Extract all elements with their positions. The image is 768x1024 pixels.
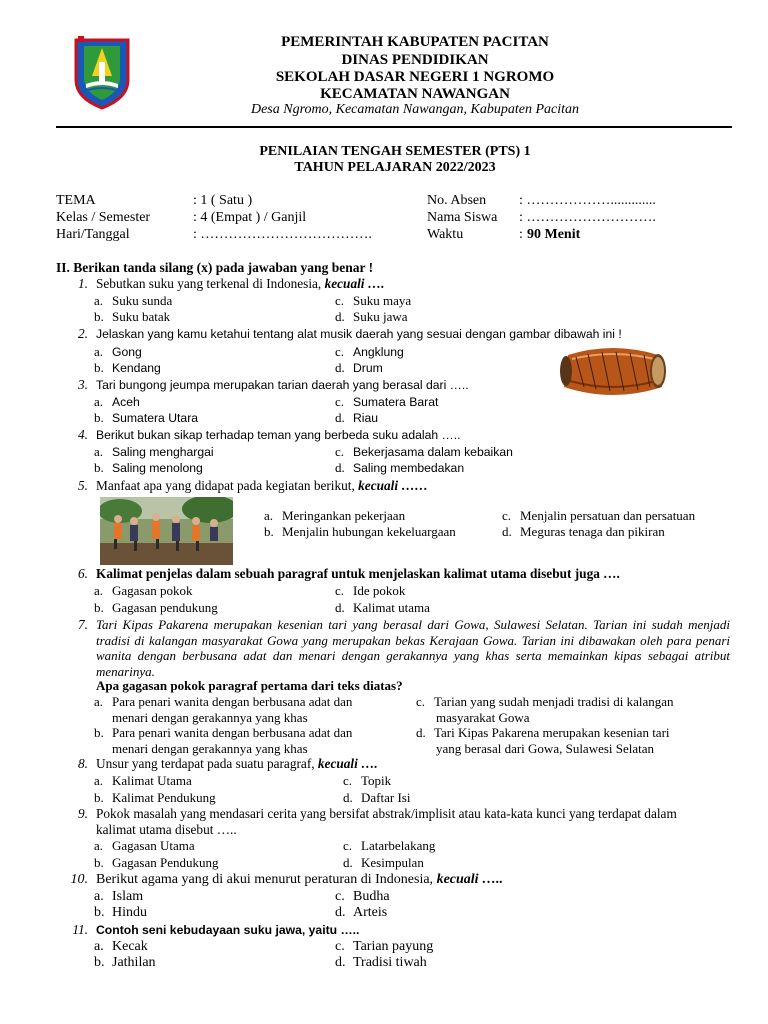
question-5: 5. Manfaat apa yang didapat pada kegiatan berikut, kecuali …… [66, 478, 428, 494]
q8-option-a[interactable]: a. Kalimat Utama [94, 773, 192, 788]
header-department: DINAS PENDIDIKAN [341, 52, 489, 68]
kelas-label: Kelas / Semester [56, 210, 151, 225]
question-number: 3. [78, 377, 88, 392]
q4-option-d[interactable]: d. Saling membedakan [335, 460, 465, 475]
question-number: 4. [78, 427, 88, 442]
q7-option-d[interactable]: d. Tari Kipas Pakarena merupakan kesenian tari yang berasal dari Gowa, Sulawesi Selatan [416, 725, 670, 756]
header-district: KECAMATAN NAWANGAN [320, 86, 510, 102]
q8-option-c[interactable]: c. Topik [343, 773, 392, 788]
q11-option-d[interactable]: d. Tradisi tiwah [335, 955, 427, 970]
waktu-value: 90 Menit [527, 227, 581, 242]
question-4: 4. Berikut bukan sikap terhadap teman yang berbeda suku adalah ….. [66, 427, 461, 443]
question-1: 1. Sebutkan suku yang terkenal di Indonesia, kecuali …. [66, 276, 384, 292]
q10-option-a[interactable]: a. Islam [94, 889, 144, 904]
absen-field[interactable]: : ………………............. [519, 193, 656, 208]
regency-logo [72, 34, 132, 110]
nama-field[interactable]: : ………………………. [519, 210, 656, 225]
q8-option-b[interactable]: b. Kalimat Pendukung [94, 790, 216, 805]
q4-option-b[interactable]: b. Saling menolong [94, 460, 203, 475]
question-number: 6. [78, 566, 88, 581]
section-heading: II. Berikan tanda silang (x) pada jawaban yang benar ! [56, 260, 374, 275]
q2-option-b[interactable]: b. Kendang [94, 360, 161, 375]
q2-option-a[interactable]: a. Gong [94, 344, 142, 359]
q7-option-b[interactable]: b. Para penari wanita dengan berbusana adat dan menari dengan gerakannya yang khas [94, 725, 353, 756]
question-9-cont: kalimat utama disebut ….. [96, 822, 237, 837]
q11-option-c[interactable]: c. Tarian payung [335, 939, 434, 954]
q4-option-a[interactable]: a. Saling menghargai [94, 444, 214, 459]
question-7-number: 7. [78, 617, 88, 632]
q6-option-a[interactable]: a. Gagasan pokok [94, 583, 193, 598]
q7-option-c[interactable]: c. Tarian yang sudah menjadi tradisi di kalangan masyarakat Gowa [416, 694, 674, 725]
hari-field[interactable]: : ………………………………. [193, 227, 372, 242]
q11-option-b[interactable]: b. Jathilan [94, 955, 156, 970]
q3-option-c[interactable]: c. Sumatera Barat [335, 394, 439, 409]
header-address: Desa Ngromo, Kecamatan Nawangan, Kabupaten Pacitan [250, 102, 580, 117]
question-number: 8. [78, 756, 88, 771]
question-number: 9. [78, 806, 88, 821]
q1-option-c[interactable]: c. Suku maya [335, 293, 412, 308]
question-number: 1. [78, 276, 88, 291]
hari-label: Hari/Tanggal [56, 227, 130, 242]
q7-option-a[interactable]: a. Para penari wanita dengan berbusana adat dan menari dengan gerakannya yang khas [94, 694, 353, 725]
q10-option-d[interactable]: d. Arteis [335, 905, 388, 920]
q6-option-b[interactable]: b. Gagasan pendukung [94, 600, 218, 615]
q8-option-d[interactable]: d. Daftar Isi [343, 790, 411, 805]
q5-option-c[interactable]: c. Menjalin persatuan dan persatuan [502, 508, 696, 523]
waktu-sep: : [519, 227, 523, 242]
header-divider [56, 126, 732, 128]
question-number: 10. [70, 872, 88, 887]
question-number: 5. [78, 478, 88, 493]
q5-option-b[interactable]: b. Menjalin hubungan kekeluargaan [264, 524, 456, 539]
question-number: 11. [72, 922, 88, 937]
q6-option-c[interactable]: c. Ide pokok [335, 583, 406, 598]
question-2: 2. Jelaskan yang kamu ketahui tentang alat musik daerah yang sesuai dengan gambar dibawah ini ! [66, 326, 622, 342]
absen-label: No. Absen [427, 193, 487, 208]
waktu-label: Waktu [427, 227, 464, 242]
exam-title: PENILAIAN TENGAH SEMESTER (PTS) 1 [259, 144, 531, 159]
question-8: 8. Unsur yang terdapat pada suatu paragraf, kecuali …. [66, 756, 378, 772]
q9-option-b[interactable]: b. Gagasan Pendukung [94, 855, 219, 870]
question-11: 11. Contoh seni kebudayaan suku jawa, yaitu ….. [66, 922, 359, 938]
q10-option-c[interactable]: c. Budha [335, 889, 390, 904]
question-10: 10. Berikut agama yang di akui menurut peraturan di Indonesia, kecuali ….. [66, 872, 503, 888]
q11-option-a[interactable]: a. Kecak [94, 939, 148, 954]
q3-option-d[interactable]: d. Riau [335, 410, 379, 425]
header-government: PEMERINTAH KABUPATEN PACITAN [281, 34, 549, 50]
header-school: SEKOLAH DASAR NEGERI 1 NGROMO [275, 69, 555, 85]
question-6: 6. Kalimat penjelas dalam sebuah paragraf untuk menjelaskan kalimat utama disebut juga …. [66, 566, 620, 582]
nama-label: Nama Siswa [427, 210, 498, 225]
question-number: 2. [78, 326, 88, 341]
q1-option-b[interactable]: b. Suku batak [94, 309, 171, 324]
q4-option-c[interactable]: c. Bekerjasama dalam kebaikan [335, 444, 513, 459]
q1-option-a[interactable]: a. Suku sunda [94, 293, 173, 308]
q9-option-c[interactable]: c. Latarbelakang [343, 838, 436, 853]
q5-option-a[interactable]: a. Meringankan pekerjaan [264, 508, 406, 523]
q9-option-d[interactable]: d. Kesimpulan [343, 855, 424, 870]
question-9: 9. Pokok masalah yang mendasari cerita yang bersifat abstrak/implisit atau kata-kata kunci yang terdapat dalam [66, 806, 677, 822]
kelas-value: : 4 (Empat ) / Ganjil [193, 210, 307, 225]
q10-option-b[interactable]: b. Hindu [94, 905, 147, 920]
q3-option-a[interactable]: a. Aceh [94, 394, 140, 409]
q2-option-d[interactable]: d. Drum [335, 360, 383, 375]
q2-option-c[interactable]: c. Angklung [335, 344, 404, 359]
q7-passage: Tari Kipas Pakarena merupakan kesenian tari yang berasal dari Gowa, Sulawesi Selatan. Tarian ini sudah menjadi tradisi di kalangan masyarakat Gowa yang merupakan bekas Kerajaan Gowa. Tarian ini dibawakan oleh para penari wanita dengan berbusana adat dan menari dengan gerakannya yang khas serta memainkan kipas sebagai atribut menarinya. [96, 617, 730, 679]
gotong-royong-photo [100, 497, 233, 565]
q6-option-d[interactable]: d. Kalimat utama [335, 600, 430, 615]
tema-value: : 1 ( Satu ) [193, 193, 253, 208]
kendang-drum-image [558, 343, 668, 399]
q9-option-a[interactable]: a. Gagasan Utama [94, 838, 195, 853]
q5-option-d[interactable]: d. Meguras tenaga dan pikiran [502, 524, 665, 539]
question-3: 3. Tari bungong jeumpa merupakan tarian daerah yang berasal dari ….. [66, 377, 469, 393]
tema-label: TEMA [56, 193, 96, 208]
q1-option-d[interactable]: d. Suku jawa [335, 309, 408, 324]
exam-year: TAHUN PELAJARAN 2022/2023 [294, 160, 496, 175]
q7-question: Apa gagasan pokok paragraf pertama dari teks diatas? [96, 678, 403, 693]
q3-option-b[interactable]: b. Sumatera Utara [94, 410, 199, 425]
